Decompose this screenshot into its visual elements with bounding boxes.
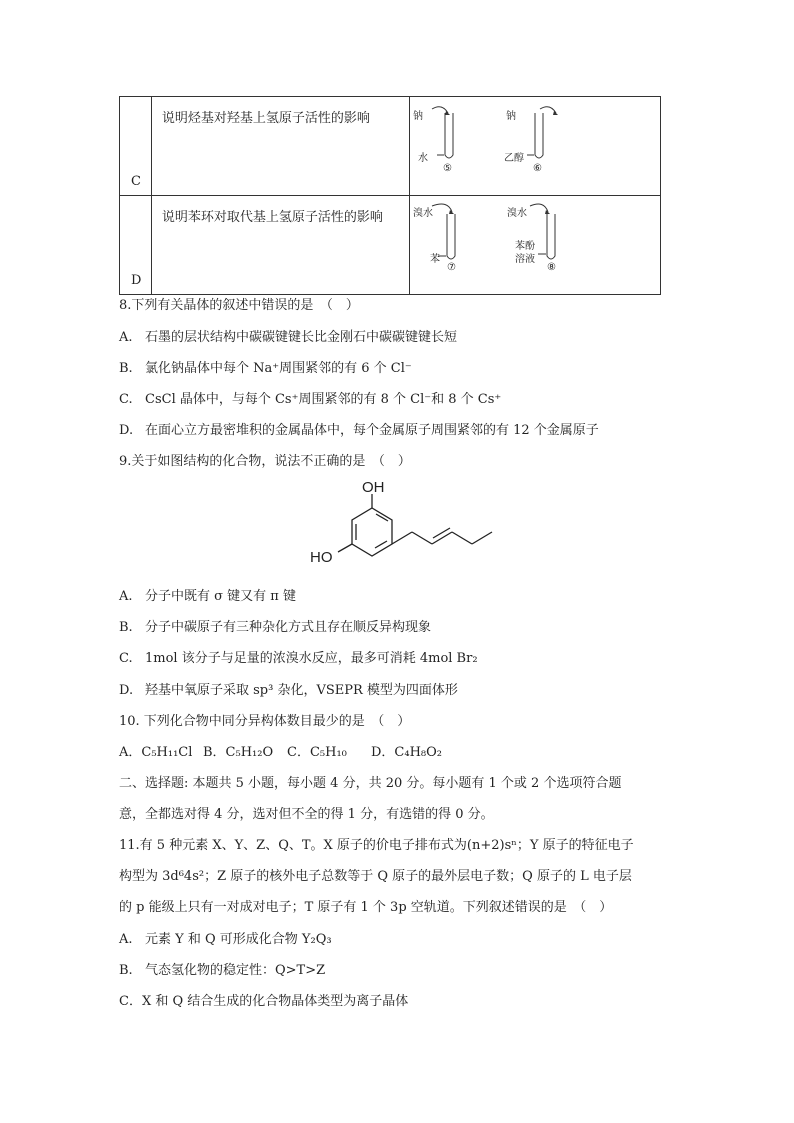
option-a: A. 石墨的层状结构中碳碳键键长比金刚石中碳碳键键长短 [119,330,458,345]
option-a: A. 元素 Y 和 Q 可形成化合物 Y₂Q₃ [119,932,332,947]
row-label-text: D [131,273,142,288]
option-d: D. 在面心立方最密堆积的金属晶体中，每个金属原子周围紧邻的有 12 个金属原子 [119,423,599,438]
option-d: D．C₄H₈O₂ [371,745,442,760]
test-tube-diagram [410,196,660,290]
option-b: B. 分子中碳原子有三种杂化方式且存在顺反异构现象 [119,620,432,635]
question-11-line-3: 的 p 能级上只有一对成对电子；T 原子有 1 个 3p 空轨道。下列叙述错误的是 （ ） [119,900,613,915]
option-c: C．C₅H₁₀ [287,745,347,760]
row-description: 说明烃基对羟基上氢原子活性的影响 [151,97,409,196]
apparatus-figure [409,97,660,196]
liquid-label: 水 [417,153,428,164]
row-label [120,196,152,295]
tube-number: ⑤ [442,163,452,174]
tube-number: ⑥ [532,163,542,174]
option-c: C．X 和 Q 结合生成的化合物晶体类型为离子晶体 [119,994,409,1009]
tube-number: ⑧ [546,262,556,273]
molecule-structure [300,474,500,574]
option-b: B. 氯化钠晶体中每个 Na⁺周围紧邻的有 6 个 Cl⁻ [119,361,412,376]
oh-top-label: OH [362,479,385,496]
question-10-stem: 10. 下列化合物中同分异构体数目最少的是 （ ） [119,714,411,729]
question-11-line-2: 构型为 3d⁶4s²；Z 原子的核外电子总数等于 Q 原子的最外层电子数；Q 原子的 L 电子层 [119,869,632,884]
question-11-line-1: 11.有 5 种元素 X、Y、Z、Q、T。X 原子的价电子排布式为(n+2)sⁿ；Y 原子的特征电子 [119,838,634,853]
tube-number: ⑦ [446,262,456,273]
reagent-label: 溴水 [412,208,433,219]
test-tube-diagram [410,97,660,191]
row-label [120,97,152,196]
question-8-stem: 8.下列有关晶体的叙述中错误的是 （ ） [119,298,359,313]
liquid-label: 苯酚 溶液 [514,241,535,265]
reagent-label: 钠 [412,111,423,122]
option-a: A. 分子中既有 σ 键又有 π 键 [119,589,296,604]
option-b: B．C₅H₁₂O [203,745,274,760]
table-row [120,196,661,295]
reagent-label: 溴水 [506,208,527,219]
option-c: C. CsCl 晶体中，与每个 Cs⁺周围紧邻的有 8 个 Cl⁻和 8 个 Cs⁺ [119,392,502,407]
apparatus-figure [409,196,660,295]
option-b: B. 气态氢化物的稳定性：Q>T>Z [119,963,326,978]
experiment-table [119,96,661,295]
table-row [120,97,661,196]
question-9-stem: 9.关于如图结构的化合物，说法不正确的是 （ ） [119,454,411,469]
row-description: 说明苯环对取代基上氢原子活性的影响 [151,196,409,295]
question-10-options [119,741,442,760]
option-d: D. 羟基中氧原子采取 sp³ 杂化，VSEPR 模型为四面体形 [119,683,458,698]
liquid-label: 苯 [429,254,440,265]
liquid-label: 乙醇 [503,153,524,164]
option-c: C. 1mol 该分子与足量的浓溴水反应，最多可消耗 4mol Br₂ [119,651,478,666]
option-a: A．C₅H₁₁Cl [119,745,193,760]
reagent-label: 钠 [505,111,516,122]
row-label-text: C [131,174,141,189]
section-2-line-1: 二、选择题: 本题共 5 小题，每小题 4 分，共 20 分。每小题有 1 个或 2 个选项符合题 [119,776,622,791]
oh-left-label: HO [310,549,333,566]
section-2-line-2: 意，全都选对得 4 分，选对但不全的得 1 分，有选错的得 0 分。 [119,807,494,822]
